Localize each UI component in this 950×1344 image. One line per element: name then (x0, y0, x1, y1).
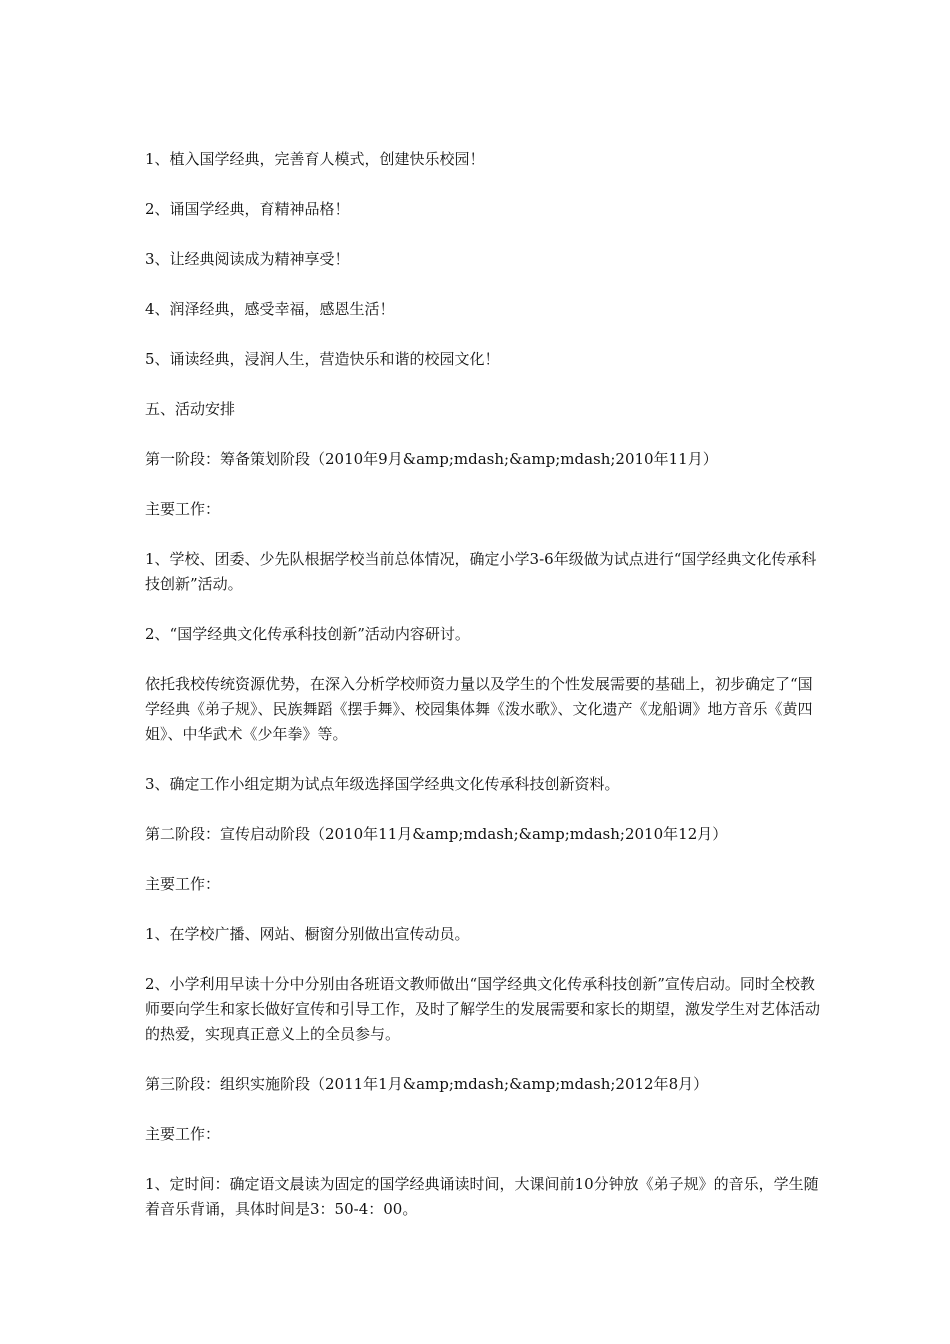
document-body (145, 147, 825, 1247)
goal-item-4: 4、润泽经典，感受幸福，感恩生活！ (145, 300, 395, 318)
phase-3-heading: 第三阶段：组织实施阶段（2011年1月&amp;mdash;&amp;mdash;2012年8月） (145, 1075, 709, 1093)
phase-2-item-1: 1、在学校广播、网站、橱窗分别做出宣传动员。 (145, 925, 470, 943)
goal-item-1: 1、植入国学经典，完善育人模式，创建快乐校园！ (145, 150, 485, 168)
goal-item-3: 3、让经典阅读成为精神享受！ (145, 250, 350, 268)
phase-1-item-2: 2、“国学经典文化传承科技创新”活动内容研讨。 (145, 625, 470, 643)
phase-2-item-2: 2、小学利用早读十分中分别由各班语文教师做出“国学经典文化传承科技创新”宣传启动。同时全校教师要向学生和家长做好宣传和引导工作，及时了解学生的发展需要和家长的期望，激发学生对艺体活动的热爱，实现真正意义上的全员参与。 (145, 975, 821, 1043)
phase-1-item-1: 1、学校、团委、少先队根据学校当前总体情况，确定小学3-6年级做为试点进行“国学经典文化传承科技创新”活动。 (145, 550, 817, 593)
phase-1-item-2-detail: 依托我校传统资源优势，在深入分析学校师资力量以及学生的个性发展需要的基础上，初步确定了“国学经典《弟子规》、民族舞蹈《摆手舞》、校园集体舞《泼水歌》、文化遗产《龙船调》地方音乐《黄四姐》、中华武术《少年拳》等。 (145, 675, 813, 743)
phase-2-main-work-label: 主要工作： (145, 875, 221, 893)
section-heading-activity-plan: 五、活动安排 (145, 400, 236, 418)
goal-item-2: 2、诵国学经典，育精神品格！ (145, 200, 350, 218)
phase-1-heading: 第一阶段：筹备策划阶段（2010年9月&amp;mdash;&amp;mdash;2010年11月） (145, 450, 718, 468)
phase-1-main-work-label: 主要工作： (145, 500, 221, 518)
phase-3-item-1: 1、定时间：确定语文晨读为固定的国学经典诵读时间，大课间前10分钟放《弟子规》的音乐，学生随着音乐背诵，具体时间是3：50-4：00。 (145, 1175, 819, 1218)
phase-1-item-3: 3、确定工作小组定期为试点年级选择国学经典文化传承科技创新资料。 (145, 775, 620, 793)
phase-2-heading: 第二阶段：宣传启动阶段（2010年11月&amp;mdash;&amp;mdash;2010年12月） (145, 825, 728, 843)
goal-item-5: 5、诵读经典，浸润人生，营造快乐和谐的校园文化！ (145, 350, 500, 368)
phase-3-main-work-label: 主要工作： (145, 1125, 221, 1143)
